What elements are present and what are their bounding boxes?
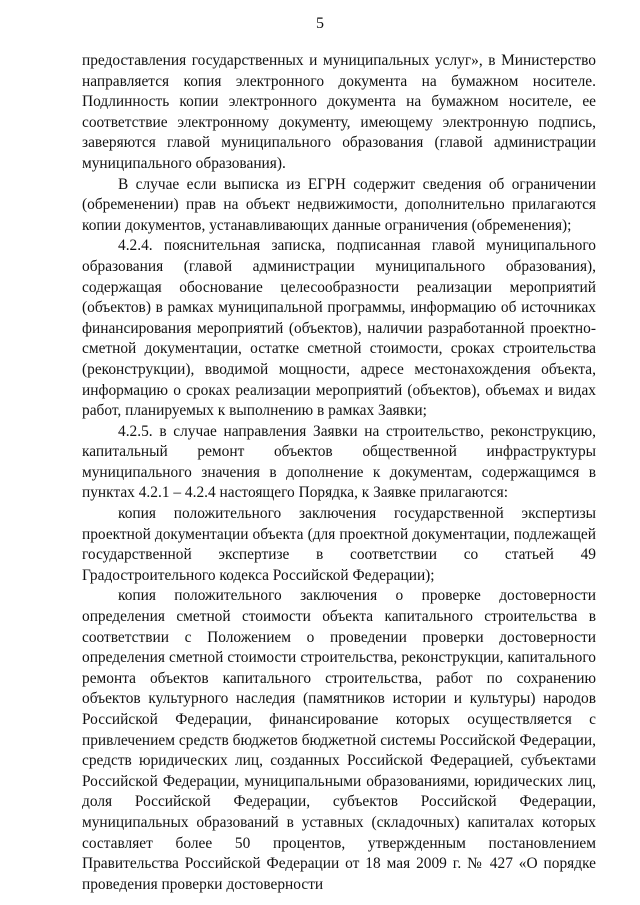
paragraph-egrn-encumbrance: В случае если выписка из ЕГРН содержит сведения об ограничении (обременении) прав на объект недвижимости, дополнительно прилагаются копии документов, устанавливающих данные ограничения (обременения); xyxy=(82,175,596,234)
document-body xyxy=(82,51,596,895)
page-number: 5 xyxy=(316,15,324,32)
paragraph-state-expertise-copy: копия положительного заключения государственной экспертизы проектной документации объекта (для проектной документации, подлежащей государственной экспертизе в соответствии со статьей 49 Градостроительного кодекса Российской Федерации); xyxy=(82,505,596,584)
paragraph-4-2-5: 4.2.5. в случае направления Заявки на строительство, реконструкцию, капитальный ремонт объектов общественной инфраструктуры муниципального значения в дополнение к документам, содержащимся в пунктах 4.2.1 – 4.2.4 настоящего Порядка, к Заявке прилагаются: xyxy=(82,422,596,502)
paragraph-cost-verification-copy: копия положительного заключения о проверке достоверности определения сметной стоимости объекта капитального строительства в соответствии с Положением о проведении проверки достоверности определения сметной стоимости строительства, реконструкции, капитального ремонта объектов капитального строительства, работ по сохранению объектов культурного наследия (памятников истории и культуры) народов Российской Федерации, финансирование которых осуществляется с привлечением средств бюджетов бюджетной системы Российской Федерации, средств юридических лиц, созданных Российской Федерацией, субъектами Российской Федерации, муниципальными образованиями, юридических лиц, доля Российской Федерации, субъектов Российской Федерации, муниципальных образований в уставных (складочных) капиталах которых составляет более 50 процентов, утвержденным постановлением Правительства Российской Федерации от 18 мая 2009 г. № 427 «О порядке проведения проверки достоверности xyxy=(82,587,596,893)
paragraph-continuation: предоставления государственных и муниципальных услуг», в Министерство направляется копия электронного документа на бумажном носителе. Подлинность копии электронного документа на бумажном носителе, ее соответствие электронному документу, имеющему электронную подпись, заверяются главой муниципального образования (главой администрации муниципального образования). xyxy=(82,52,596,172)
paragraph-4-2-4: 4.2.4. пояснительная записка, подписанная главой муниципального образования (главой администрации муниципального образования), содержащая обоснование целесообразности реализации мероприятий (объектов) в рамках муниципальной программы, информацию об источниках финансирования мероприятий (объектов), наличии разработанной проектно-сметной документации, остатке сметной стоимости, сроках строительства (реконструкции), вводимой мощности, адресе местонахождения объекта, информацию о сроках реализации мероприятий (объектов), объемах и видах работ, планируемых к выполнению в рамках Заявки; xyxy=(82,237,596,420)
